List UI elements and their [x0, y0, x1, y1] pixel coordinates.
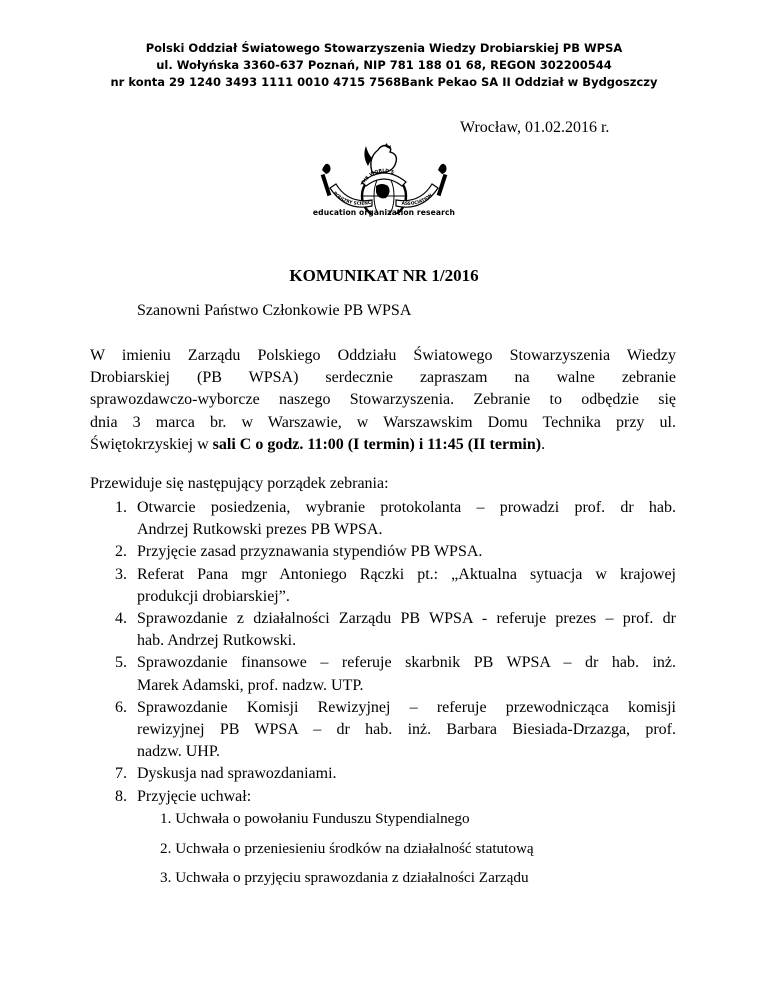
agenda-item — [90, 763, 676, 785]
body-line: W imieniu Zarządu Polskiego Oddziału Światowego Stowarzyszenia Wiedzy — [90, 347, 676, 364]
resolution-item: 1. Uchwała o powołaniu Funduszu Stypendialnego — [160, 810, 470, 827]
agenda-item — [90, 497, 676, 541]
agenda-item-line: Sprawozdanie finansowe – referuje skarbnik PB WPSA – dr hab. inż. — [137, 654, 676, 672]
agenda-item — [90, 608, 676, 652]
logo-arc-right-text: ASSOCIATION — [401, 193, 434, 207]
body-line: dnia 3 marca br. w Warszawie, w Warszawskim Domu Technika przy ul. — [90, 413, 676, 431]
document-title: KOMUNIKAT NR 1/2016 — [289, 266, 479, 285]
body-text: . — [541, 435, 546, 453]
body-line: Drobiarskiej (PB WPSA) serdecznie zapraszam na walne zebranie — [90, 369, 676, 387]
agenda-item-line: Andrzej Rutkowski prezes PB WPSA. — [137, 521, 383, 539]
body-paragraph — [90, 345, 676, 456]
agenda-item-line: rewizyjnej PB WPSA – dr hab. inż. Barbara Biesiada-Drzazga, prof. — [137, 721, 676, 739]
agenda-item-line: produkcji drobiarskiej”. — [137, 587, 290, 605]
resolution-item: 2. Uchwała o przeniesieniu środków na działalność statutową — [160, 839, 534, 857]
agenda-item-line: Przyjęcie uchwał: — [137, 787, 252, 805]
salutation: Szanowni Państwo Członkowie PB WPSA — [137, 302, 412, 319]
letterhead-org-name: Polski Oddział Światowego Stowarzyszenia Wiedzy Drobiarskiej PB WPSA — [145, 41, 623, 55]
agenda-item-number: 2. — [115, 543, 127, 561]
resolutions-list — [160, 804, 534, 893]
body-text: Świętokrzyskiej w — [90, 435, 213, 453]
agenda-item-line: Otwarcie posiedzenia, wybranie protokolanta – prowadzi prof. dr hab. — [137, 499, 676, 516]
wpsa-emblem-icon — [312, 142, 456, 214]
letterhead-address: ul. Wołyńska 3360-637 Poznań, NIP 781 188 01 68, REGON 302200544 — [156, 58, 612, 72]
agenda-item-line: hab. Andrzej Rutkowski. — [137, 632, 297, 650]
agenda-intro: Przewiduje się następujący porządek zebrania: — [90, 475, 389, 492]
agenda-item — [90, 697, 676, 764]
agenda-list — [90, 497, 676, 808]
agenda-item — [90, 564, 676, 608]
agenda-item — [90, 652, 676, 696]
logo-caption: education organization research — [312, 208, 456, 217]
agenda-item-line: Sprawozdanie Komisji Rewizyjnej – referuje przewodnicząca komisji — [137, 698, 676, 716]
agenda-item-number: 6. — [115, 698, 127, 716]
agenda-item-line: Marek Adamski, prof. nadzw. UTP. — [137, 676, 364, 694]
agenda-item-number: 7. — [115, 765, 127, 783]
letterhead — [0, 40, 768, 91]
agenda-item-line: Dyskusja nad sprawozdaniami. — [137, 765, 337, 783]
body-line-meeting-details — [90, 434, 676, 456]
meeting-time-highlight: sali C o godz. 11:00 (I termin) i 11:45 (II termin) — [212, 435, 542, 453]
resolution-item: 3. Uchwała o przyjęciu sprawozdania z działalności Zarządu — [160, 869, 529, 886]
agenda-item-number: 5. — [115, 654, 127, 672]
agenda-item-line: Referat Pana mgr Antoniego Rączki pt.: „Aktualna sytuacja w krajowej — [137, 565, 676, 583]
letterhead-bank-account: nr konta 29 1240 3493 1111 0010 4715 7568Bank Pekao SA II Oddział w Bydgoszczy — [110, 75, 658, 89]
agenda-item-line: Sprawozdanie z działalności Zarządu PB WPSA - referuje prezes – prof. dr — [137, 610, 676, 628]
logo-arc-top-text: THE WORLD'S — [360, 168, 395, 187]
document-date: Wrocław, 01.02.2016 r. — [460, 119, 610, 136]
body-line: sprawozdawczo-wyborcze naszego Stowarzyszenia. Zebranie to odbędzie się — [90, 391, 676, 409]
agenda-item — [90, 541, 676, 563]
agenda-item-line: Przyjęcie zasad przyznawania stypendiów PB WPSA. — [137, 543, 483, 561]
logo-arc-left-text: POULTRY SCIENC — [331, 191, 372, 207]
agenda-item-number: 1. — [115, 499, 127, 516]
agenda-item-number: 4. — [115, 610, 127, 628]
agenda-item-number: 8. — [115, 787, 127, 805]
agenda-item-line: nadzw. UHP. — [137, 743, 220, 761]
agenda-item-number: 3. — [115, 565, 127, 583]
